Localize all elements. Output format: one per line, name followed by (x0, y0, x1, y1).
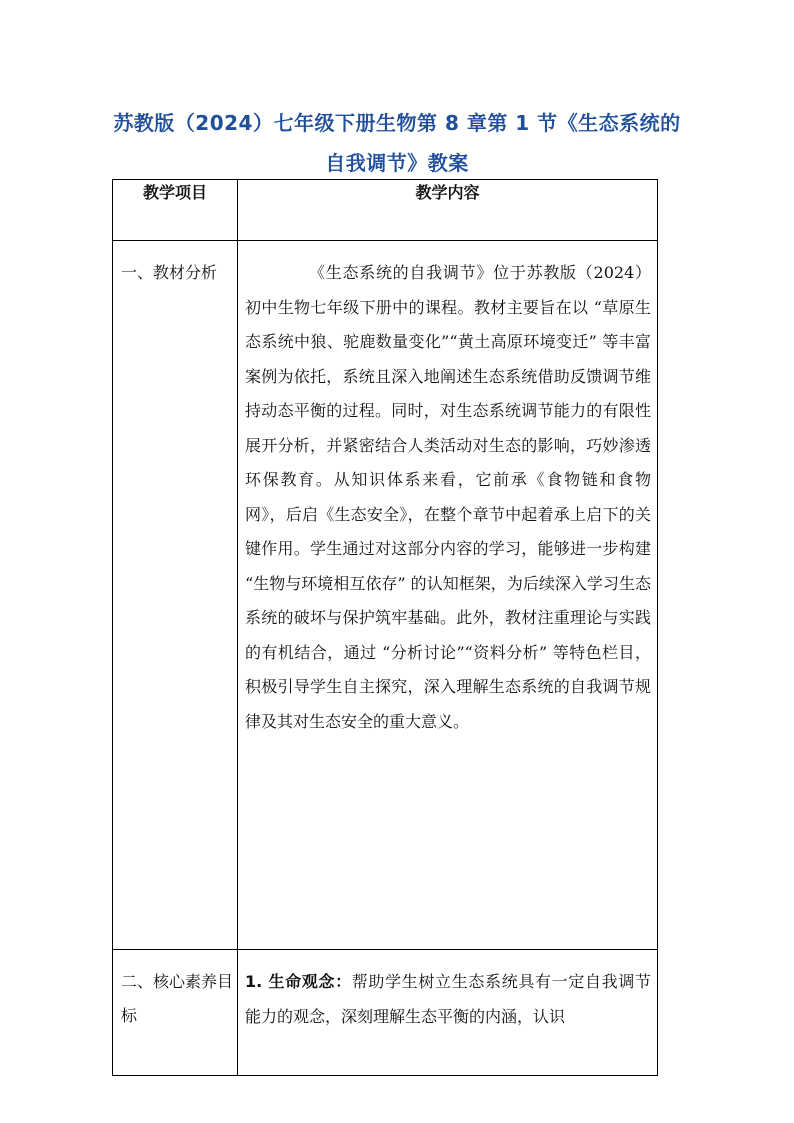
row-content-cell (238, 241, 658, 950)
document-title: 苏教版（2024）七年级下册生物第 8 章第 1 节《生态系统的自我调节》教案 (113, 111, 681, 175)
lesson-plan-table (112, 179, 658, 1076)
row-content-cell (238, 950, 658, 1076)
header-teaching-item: 教学项目 (113, 180, 238, 241)
header-teaching-content: 教学内容 (238, 180, 658, 241)
row-content-text: 帮助学生树立生态系统具有一定自我调节能力的观念，深刻理解生态平衡的内涵，认识 (245, 972, 651, 1026)
row-item-label: 一、教材分析 (113, 241, 238, 950)
row-content-lead: 1. 生命观念： (245, 972, 352, 991)
row-item-label: 二、核心素养目标 (113, 950, 238, 1076)
row-content-text: 《生态系统的自我调节》位于苏教版（2024）初中生物七年级下册中的课程。教材主要旨在以 “草原生态系统中狼、驼鹿数量变化”“黄土高原环境变迁” 等丰富案例为依托，系统且深入地阐述生态系统借助反馈调节维持动态平衡的过程。同时，对生态系统调节能力的有限性展开分析，并紧密结合人类活动对生态的影响，巧妙渗透环保教育。从知识体系来看，它前承《食物链和食物网》，后启《生态安全》，在整个章节中起着承上启下的关键作用。学生通过对这部分内容的学习，能够进一步构建 “生物与环境相互依存” 的认知框架，为后续深入学习生态系统的破坏与保护筑牢基础。此外，教材注重理论与实践的有机结合，通过 “分析讨论”“资料分析” 等特色栏目，积极引导学生自主探究，深入理解生态系统的自我调节规律及其对生态安全的重大意义。 (245, 263, 651, 731)
table-row (113, 241, 658, 950)
table-header-row (113, 180, 658, 241)
table-row (113, 950, 658, 1076)
